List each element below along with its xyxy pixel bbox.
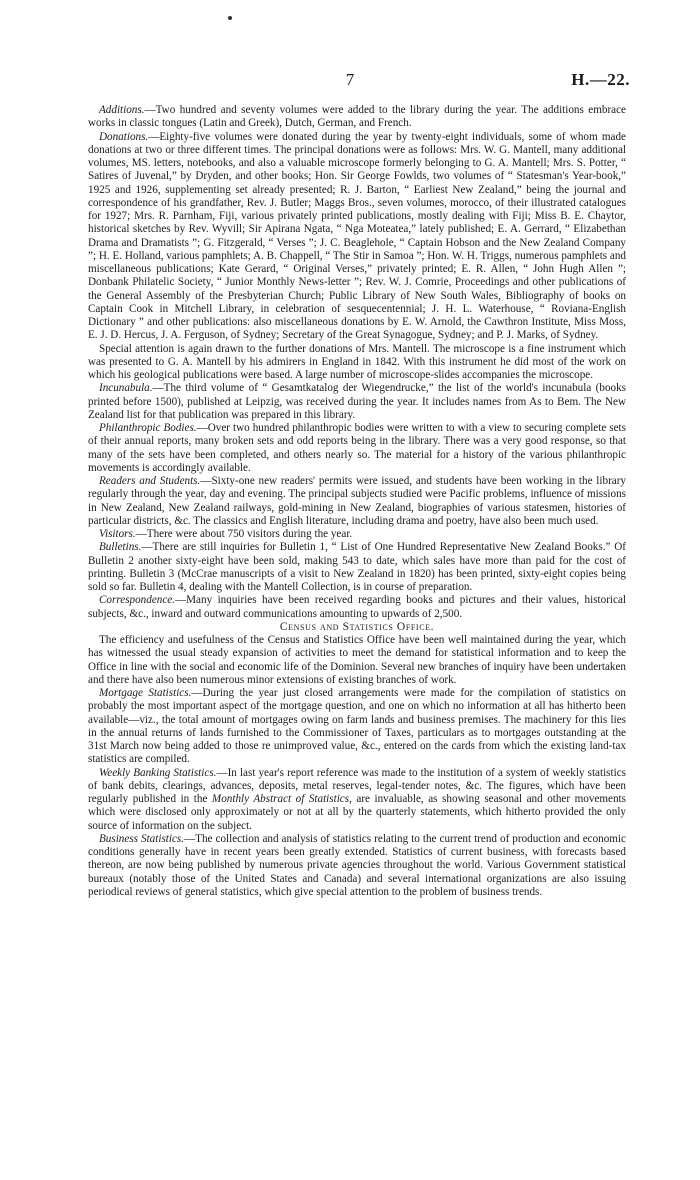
paragraph-visitors bbox=[88, 528, 626, 541]
paragraph-heading: Mortgage Statistics. bbox=[99, 687, 192, 699]
paragraph-text: —Sixty-one new readers' permits were issued, and students have been working in the library regularly through the year, day and evening. The principal subjects studied were Pacific problems, influence of missions in New Zealand, New Zealand railways, gold-mining in New Zealand, biographies of various statesmen, histories of particular districts, &c. The classics and English literature, including drama and poetry, have also been much used. bbox=[88, 475, 626, 527]
page-number: 7 bbox=[345, 70, 355, 89]
paragraph-text: —The collection and analysis of statistics relating to the current trend of production and economic conditions generally have in recent years been greatly extended. Statistics of current business, with forecasts based thereon, are now being published by numerous private agencies throughout the world. Various Government statistical bureaux (notably those of the United States and Canada) and several international organizations are also issuing periodical reviews of general statistics, which give special attention to the problem of business trends. bbox=[88, 832, 626, 898]
paragraph-heading: Weekly Banking Statistics. bbox=[99, 766, 217, 779]
paragraph-donations bbox=[88, 131, 626, 343]
paragraph-heading: Business Statistics. bbox=[99, 832, 185, 845]
paragraph-heading: Visitors. bbox=[99, 528, 136, 540]
ink-dot bbox=[228, 16, 232, 20]
paragraph-text: —During the year just closed arrangements were made for the compilation of statistics on probably the most important aspect of the mortgage question, and one on which no information at all has hitherto been available—viz., the total amount of mortgages owing on farm lands and business premises. The machinery for this lies in the annual returns of lands furnished to the Commissioner of Taxes, particulars as to mortgages outstanding at the 31st March now being added to those re unimproved value, &c., entered on the cards from which the existing land-tax statistics are compiled. bbox=[88, 687, 626, 766]
paragraph-additions bbox=[88, 104, 626, 131]
document-reference: H.—22. bbox=[571, 70, 630, 89]
paragraph-business bbox=[88, 833, 626, 899]
paragraph-mortgage bbox=[88, 687, 626, 767]
paragraph-philanthropic bbox=[88, 422, 626, 475]
paragraph-correspondence bbox=[88, 594, 626, 621]
paragraph-text: —In last year's report reference was made to the institution of a system of weekly statistics of bank debits, clearings, advances, deposits, metal reserves, legal-tender notes, &c. The figures, which have been regularly published in the bbox=[88, 766, 626, 805]
paragraph-text: —Many inquiries have been received regarding books and pictures and their values, historical subjects, &c., inward and outward communications amounting to upwards of 2,500. bbox=[88, 594, 626, 620]
paragraph-text: —There were about 750 visitors during the year. bbox=[135, 528, 353, 540]
paragraph-incunabula bbox=[88, 382, 626, 422]
paragraph-text: Special attention is again drawn to the further donations of Mrs. Mantell. The microscope is a fine instrument which was presented to G. A. Mantell by his admirers in England in 1842. With this instrument he did most of the work on which his geological publications were based. A large number of microscope-slides accompanies the microscope. bbox=[88, 342, 626, 381]
paragraph-heading: Philanthropic Bodies. bbox=[99, 422, 197, 434]
paragraph-mantell bbox=[88, 343, 626, 383]
paragraph-text: —The third volume of “ Gesamtkatalog der Wiegendrucke,” the list of the world's incunabula (books printed before 1500), published at Leipzig, was received during the year. It includes names from As to Bem. The New Zealand list for that publication was prepared in this library. bbox=[88, 382, 626, 421]
page-header bbox=[0, 70, 700, 92]
paragraph-text: —There are still inquiries for Bulletin 1, “ List of One Hundred Representative New Zealand Books.” Of Bulletin 2 another sixty-eight have been sold, making 543 to date, which sales have more than paid for the cost of printing. Bulletin 3 (McCrae manuscripts of a visit to New Zealand in 1820) has been printed, sixty-eight copies being sold so far. Bulletin 4, dealing with the Mantell Collection, is in course of preparation. bbox=[88, 541, 626, 593]
paragraph-heading: Correspondence. bbox=[99, 594, 176, 607]
paragraph-heading: Donations. bbox=[99, 130, 149, 143]
paragraph-heading: Incunabula. bbox=[99, 382, 153, 395]
paragraph-heading: Readers and Students. bbox=[99, 475, 201, 487]
paragraph-weekly-banking bbox=[88, 767, 626, 833]
section-title: Census and Statistics Office. bbox=[279, 620, 435, 633]
paragraph-text: The efficiency and usefulness of the Census and Statistics Office have been well maintained during the year, which has witnessed the usual steady expansion of activities to meet the demand for statistical information and to keep the Office in line with the social and economic life of the Dominion. Several new branches of inquiry have been undertaken and there have also been numerous minor extensions of existing branches of work. bbox=[88, 634, 626, 686]
paragraph-text: —Two hundred and seventy volumes were added to the library during the year. The additions embrace works in classic tongues (Latin and Greek), Dutch, German, and French. bbox=[88, 104, 626, 130]
document-body bbox=[88, 104, 626, 899]
paragraph-text: —Eighty-five volumes were donated during the year by twenty-eight individuals, some of whom made donations at two or three different times. The principal donations were as follows: Mrs. W. G. Mantell, many additional volumes, MS. letters, notebooks, and also a valuable microscope formerly belonging to G. A. Mantell; Mrs. S. Potter, “ Satires of Juvenal,” by Dryden, and other books; Hon. Sir George Fowlds, two volumes of “ Statesman's Year-book,” 1925 and 1926, supplementing set already presented; R. J. Barton, “ Earliest New Zealand,” being the journal and correspondence of his grandfather, Rev. J. Butler; Maggs Bros., seven volumes, morocco, of their illustrated catalogues for 1927; Mrs. R. Parnham, Fiji, various privately printed publications, mostly dealing with Fiji; Miss B. E. Chaytor, historical sketches by Rev. Wyvill; Sir Apirana Ngata, “ Nga Moteatea,” lately published; E. A. Gerrard, “ Elizabethan Drama and Dramatists ”; G. Fitzgerald, “ Verses ”; J. C. Beaglehole, “ Captain Hobson and the New Zealand Company ”; H. E. Holland, various pamphlets; A. B. Chappell, “ The Stir in Samoa ”; Hon. W. H. Triggs, numerous pamphlets and miscellaneous publications; Kate Gerard, “ Original Verses,” privately printed; E. R. Allen, “ John Hugh Allen ”; Donbank Philatelic Society, “ Junior Monthly News-letter ”; Rev. W. J. Comrie, Proceedings and other publications of the General Assembly of the Presbyterian Church; Public Library of New South Wales, Bibliography of books on Captain Cook in Mitchell Library, in celebration of sesquecentennial; J. H. L. Waterhouse, “ Roviana-English Dictionary ” and other publications: also miscellaneous donations by E. W. Arnold, the Cawthron Institute, Miss Moss, E. J. D. Hercus, J. A. Ferguson, of Sydney; Secretary of the Great Synagogue, Sydney; and P. J. Marks, of Sydney. bbox=[88, 130, 626, 342]
paragraph-bulletins bbox=[88, 541, 626, 594]
publication-title: Monthly Abstract of Statistics bbox=[211, 793, 350, 805]
paragraph-heading: Additions. bbox=[99, 104, 145, 116]
paragraph-text: , are invaluable, as showing seasonal and other movements which were disclosed only approximately or not at all by the quarterly statements, which hitherto provided the only source of information on the subject. bbox=[88, 793, 626, 832]
paragraph-text: —Over two hundred philanthropic bodies were written to with a view to securing complete sets of their annual reports, many broken sets and odd reports being in the library. There was a very good response, so that many of the sets have been completed, and others nearly so. The material for a history of the various philanthropic movements is accordingly available. bbox=[88, 422, 626, 474]
paragraph-heading: Bulletins. bbox=[99, 541, 142, 554]
paragraph-readers bbox=[88, 475, 626, 528]
paragraph-census-intro bbox=[88, 634, 626, 687]
